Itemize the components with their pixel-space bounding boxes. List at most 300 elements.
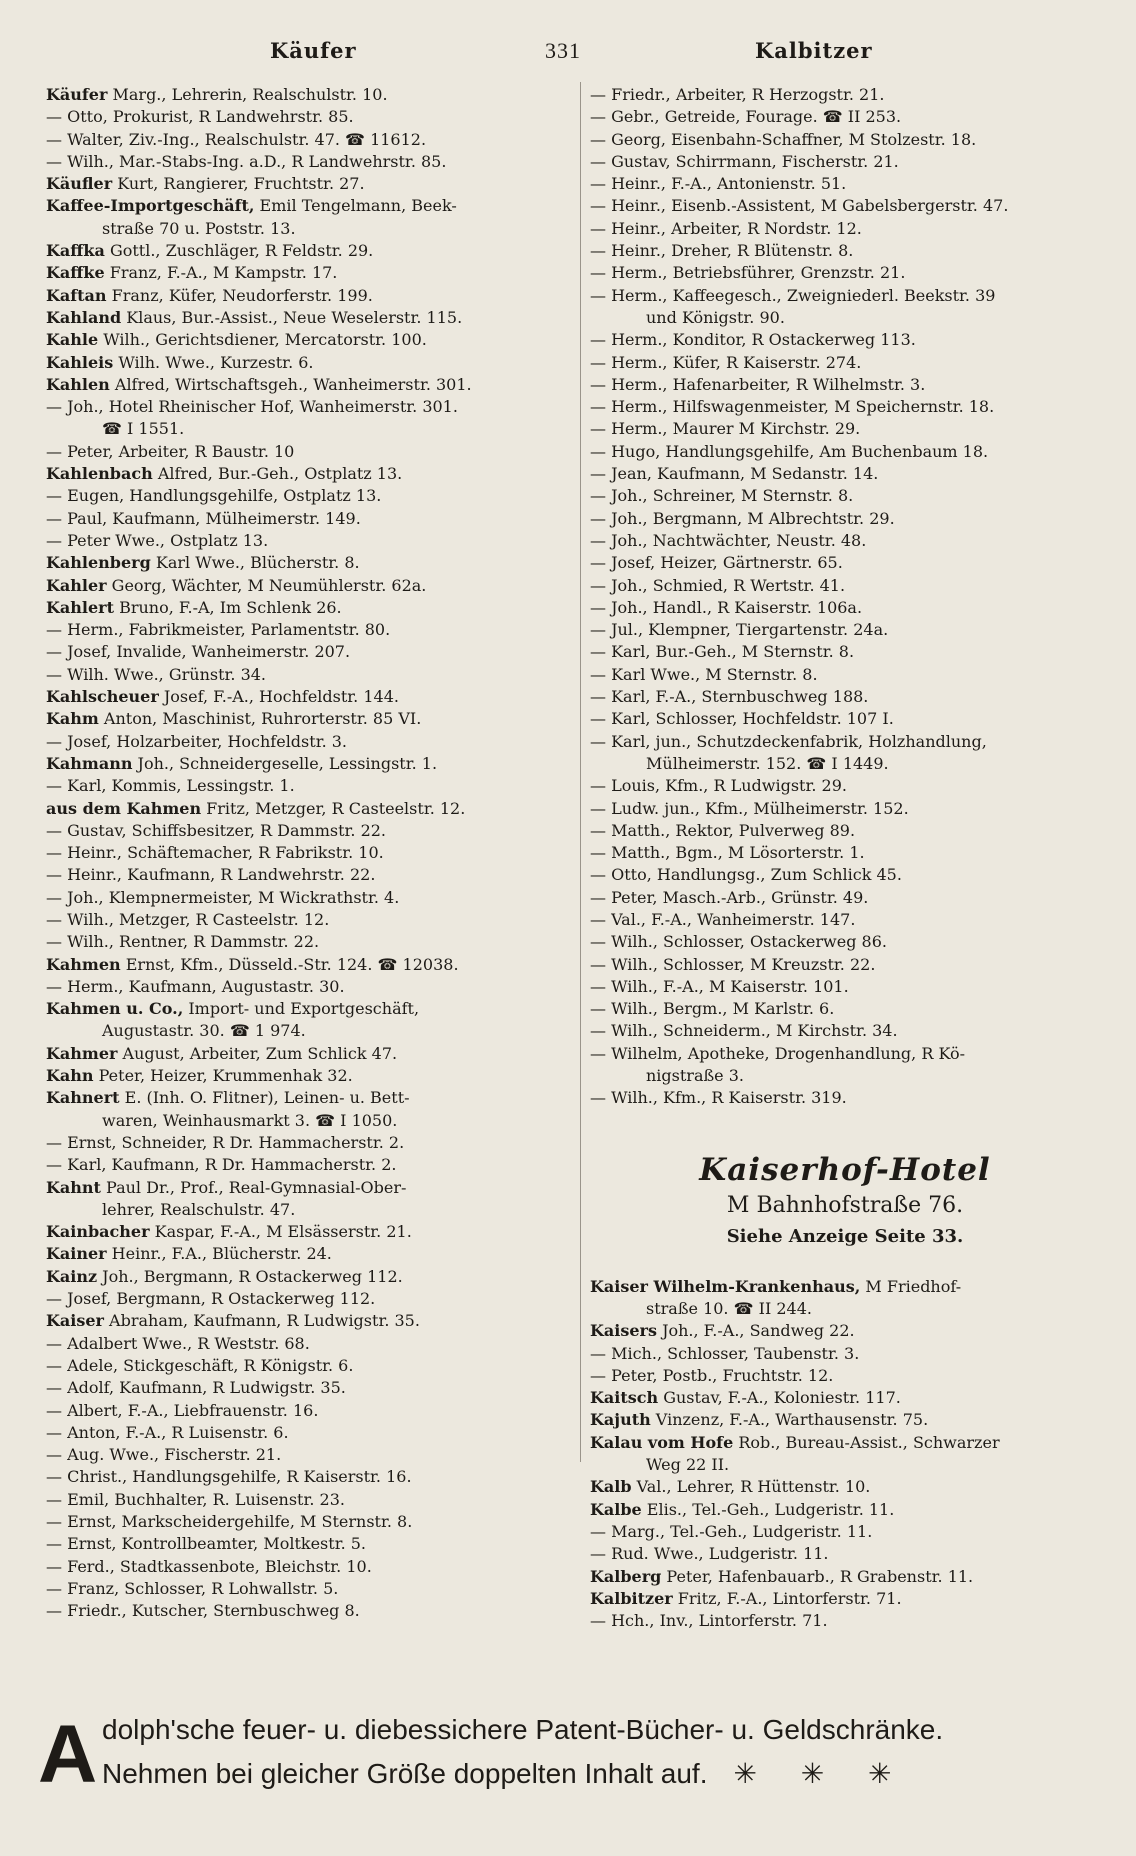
entry-details: Franz, F.-A., M Kampstr. 17. — [104, 263, 338, 283]
entry-surname: Kaiser — [46, 1311, 104, 1331]
directory-entry — [46, 864, 574, 886]
entry-details: — Adalbert Wwe., R Weststr. 68. — [46, 1333, 310, 1353]
entry-details: — Walter, Ziv.-Ing., Realschulstr. 47. ☎ 11612. — [46, 129, 427, 149]
entry-details: — Wilh., F.-A., M Kaiserstr. 101. — [590, 976, 849, 996]
directory-entry — [46, 1177, 574, 1199]
directory-entry — [46, 508, 574, 530]
entry-details: — Karl, Kaufmann, R Dr. Hammacherstr. 2. — [46, 1155, 397, 1175]
safe-advertisement-banner — [34, 1702, 1102, 1806]
entry-surname: Kahlert — [46, 597, 114, 617]
directory-entry — [46, 641, 574, 663]
directory-entry — [46, 1288, 574, 1310]
directory-entry — [590, 262, 1100, 284]
entry-details: Joh., Bergmann, R Ostackerweg 112. — [97, 1266, 403, 1286]
entry-details: — Heinr., Arbeiter, R Nordstr. 12. — [590, 218, 862, 238]
directory-entry — [46, 575, 574, 597]
entry-details: — Hugo, Handlungsgehilfe, Am Buchenbaum 18. — [590, 441, 989, 461]
entry-details: Karl Wwe., Blücherstr. 8. — [150, 553, 360, 573]
directory-entry — [46, 1132, 574, 1154]
entry-details: Rob., Bureau-Assist., Schwarzer — [733, 1432, 1000, 1452]
directory-entry — [590, 218, 1100, 240]
directory-entry — [590, 998, 1100, 1020]
directory-entry — [590, 1588, 1100, 1610]
banner-stars: ✳ ✳ ✳ — [733, 1758, 910, 1789]
directory-entry — [46, 753, 574, 775]
entry-details: Joh., Schneidergeselle, Lessingstr. 1. — [132, 753, 438, 773]
entry-surname: Kalb — [590, 1477, 632, 1497]
entry-details: — Herm., Maurer M Kirchstr. 29. — [590, 419, 861, 439]
entry-details: — Hch., Inv., Lintorferstr. 71. — [590, 1611, 828, 1631]
entry-details: — Herm., Hafenarbeiter, R Wilhelmstr. 3. — [590, 374, 926, 394]
entry-details: straße 70 u. Poststr. 13. — [102, 218, 296, 238]
directory-entry — [46, 820, 574, 842]
directory-entry — [46, 218, 574, 240]
entry-surname: Kalau vom Hofe — [590, 1432, 734, 1452]
directory-entry — [590, 1365, 1100, 1387]
directory-entry — [46, 1199, 574, 1221]
entry-surname: Kalberg — [590, 1566, 662, 1586]
directory-entry — [46, 1533, 574, 1555]
entry-details: — Wilh., Metzger, R Casteelstr. 12. — [46, 909, 330, 929]
entry-details: Bruno, F.-A, Im Schlenk 26. — [113, 597, 342, 617]
directory-entry — [590, 686, 1100, 708]
entry-details: — Herm., Betriebsführer, Grenzstr. 21. — [590, 263, 906, 283]
directory-entry — [46, 530, 574, 552]
directory-entry — [590, 374, 1100, 396]
directory-entry — [46, 998, 574, 1020]
directory-entry — [590, 1343, 1100, 1365]
entry-details: Kurt, Rangierer, Fruchtstr. 27. — [112, 174, 365, 194]
directory-entry — [46, 329, 574, 351]
entry-details: Ernst, Kfm., Düsseld.-Str. 124. ☎ 12038. — [120, 954, 459, 974]
entry-surname: Kahle — [46, 330, 99, 350]
entry-surname: Kahnert — [46, 1088, 120, 1108]
directory-entry — [46, 418, 574, 440]
entry-details: — Wilh. Wwe., Grünstr. 34. — [46, 664, 267, 684]
entry-details: — Friedr., Arbeiter, R Herzogstr. 21. — [590, 85, 885, 104]
entry-details: — Ernst, Kontrollbeamter, Moltkestr. 5. — [46, 1534, 367, 1554]
entry-details: Fritz, F.-A., Lintorferstr. 71. — [672, 1588, 902, 1608]
directory-entry — [590, 1476, 1100, 1498]
right-column-entries-top — [590, 84, 1100, 1110]
entry-details: M Friedhof- — [860, 1276, 962, 1296]
directory-entry — [46, 262, 574, 284]
header-left-keyword: Käufer — [270, 38, 357, 63]
entry-details: lehrer, Realschulstr. 47. — [102, 1199, 296, 1219]
entry-details: — Mich., Schlosser, Taubenstr. 3. — [590, 1343, 860, 1363]
entry-details: — Albert, F.-A., Liebfrauenstr. 16. — [46, 1400, 319, 1420]
directory-entry — [46, 798, 574, 820]
entry-details: Vinzenz, F.-A., Warthausenstr. 75. — [650, 1410, 929, 1430]
directory-entry — [590, 1543, 1100, 1565]
entry-details: — Peter, Postb., Fruchtstr. 12. — [590, 1365, 834, 1385]
directory-entry — [590, 1276, 1100, 1298]
directory-entry — [46, 1377, 574, 1399]
entry-details: Anton, Maschinist, Ruhrorterstr. 85 VI. — [98, 709, 422, 729]
entry-surname: Kahland — [46, 307, 122, 327]
entry-details: Heinr., F.A., Blücherstr. 24. — [106, 1244, 332, 1264]
entry-details: — Christ., Handlungsgehilfe, R Kaiserstr. 16. — [46, 1467, 412, 1487]
banner-line-2-text: Nehmen bei gleicher Größe doppelten Inhalt auf. — [102, 1758, 708, 1789]
directory-entry — [590, 508, 1100, 530]
banner-line-2 — [102, 1757, 909, 1790]
directory-entry — [46, 1333, 574, 1355]
entry-details: Josef, F.-A., Hochfeldstr. 144. — [158, 687, 399, 707]
entry-details: Weg 22 II. — [646, 1455, 730, 1475]
directory-entry — [590, 1454, 1100, 1476]
ad-title: Kaiserhof-Hotel — [699, 1151, 991, 1188]
directory-entry — [46, 686, 574, 708]
entry-details: — Gustav, Schiffsbesitzer, R Dammstr. 22. — [46, 820, 387, 840]
entry-surname: Kahlenberg — [46, 553, 151, 573]
entry-surname: Kaffka — [46, 241, 105, 261]
directory-entry — [590, 798, 1100, 820]
directory-entry — [46, 352, 574, 374]
entry-details: — Franz, Schlosser, R Lohwallstr. 5. — [46, 1578, 339, 1598]
column-divider — [580, 82, 581, 1462]
entry-surname: Kajuth — [590, 1410, 651, 1430]
directory-entry — [46, 1556, 574, 1578]
directory-entry — [46, 1489, 574, 1511]
directory-entry — [590, 842, 1100, 864]
ad-note: Siehe Anzeige Seite 33. — [726, 1225, 964, 1247]
directory-entry — [590, 552, 1100, 574]
entry-details: Alfred, Wirtschaftsgeh., Wanheimerstr. 301. — [109, 374, 472, 394]
page-number: 331 — [545, 38, 581, 63]
entry-details: — Heinr., Eisenb.-Assistent, M Gabelsbergerstr. 47. — [590, 196, 1009, 216]
entry-details: straße 10. ☎ II 244. — [646, 1298, 812, 1318]
directory-entry — [590, 575, 1100, 597]
directory-entry — [46, 1400, 574, 1422]
directory-entry — [46, 1422, 574, 1444]
entry-details: Georg, Wächter, M Neumühlerstr. 62a. — [106, 575, 427, 595]
directory-entry — [46, 909, 574, 931]
entry-surname: aus dem Kahmen — [46, 798, 202, 818]
entry-details: — Heinr., Dreher, R Blütenstr. 8. — [590, 241, 854, 261]
directory-entry — [590, 285, 1100, 307]
entry-details: — Rud. Wwe., Ludgeristr. 11. — [590, 1544, 829, 1564]
entry-details: — Joh., Nachtwächter, Neustr. 48. — [590, 530, 867, 550]
directory-entry — [590, 1409, 1100, 1431]
entry-details: — Matth., Bgm., M Lösorterstr. 1. — [590, 843, 865, 863]
entry-details: nigstraße 3. — [646, 1066, 744, 1086]
directory-entry — [590, 418, 1100, 440]
entry-details: Abraham, Kaufmann, R Ludwigstr. 35. — [103, 1311, 420, 1331]
entry-details: — Peter, Masch.-Arb., Grünstr. 49. — [590, 887, 869, 907]
directory-entry — [46, 1087, 574, 1109]
entry-details: Peter, Heizer, Krummenhak 32. — [93, 1066, 353, 1086]
directory-entry — [46, 1444, 574, 1466]
page-header — [0, 38, 1136, 68]
directory-entry — [46, 1310, 574, 1332]
directory-entry — [590, 1521, 1100, 1543]
entry-details: Gustav, F.-A., Koloniestr. 117. — [658, 1388, 901, 1408]
directory-entry — [590, 1566, 1100, 1588]
entry-details: E. (Inh. O. Flitner), Leinen- u. Bett- — [119, 1088, 410, 1108]
entry-details: Franz, Küfer, Neudorferstr. 199. — [106, 285, 373, 305]
entry-details: Paul Dr., Prof., Real-Gymnasial-Ober- — [100, 1177, 407, 1197]
directory-entry — [590, 864, 1100, 886]
entry-details: — Herm., Konditor, R Ostackerweg 113. — [590, 330, 916, 350]
entry-details: Joh., F.-A., Sandweg 22. — [656, 1321, 855, 1341]
entry-surname: Kahmen — [46, 954, 121, 974]
entry-surname: Kahnt — [46, 1177, 101, 1197]
entry-surname: Kahmer — [46, 1043, 118, 1063]
directory-entry — [590, 1387, 1100, 1409]
directory-entry — [590, 1499, 1100, 1521]
entry-details: — Josef, Holzarbeiter, Hochfeldstr. 3. — [46, 731, 348, 751]
directory-entry — [590, 909, 1100, 931]
entry-details: — Wilh., Bergm., M Karlstr. 6. — [590, 999, 835, 1019]
header-right-keyword: Kalbitzer — [755, 38, 873, 63]
directory-entry — [590, 129, 1100, 151]
directory-entry — [590, 1320, 1100, 1342]
entry-details: — Wilh., Rentner, R Dammstr. 22. — [46, 932, 320, 952]
directory-entry — [46, 441, 574, 463]
entry-surname: Kaitsch — [590, 1388, 659, 1408]
directory-entry — [46, 151, 574, 173]
directory-entry — [590, 775, 1100, 797]
entry-details: — Matth., Rektor, Pulverweg 89. — [590, 820, 856, 840]
directory-entry — [590, 151, 1100, 173]
right-column-entries-bottom — [590, 1276, 1100, 1633]
entry-details: — Ernst, Markscheidergehilfe, M Sternstr. 8. — [46, 1512, 413, 1531]
directory-entry — [590, 329, 1100, 351]
entry-details: — Heinr., F.-A., Antonienstr. 51. — [590, 174, 847, 194]
banner-initial: A — [38, 1709, 98, 1800]
banner-line-1: dolph'sche feuer- u. diebessichere Patent-Bücher- u. Geldschränke. — [102, 1714, 944, 1745]
entry-details: Gottl., Zuschläger, R Feldstr. 29. — [104, 241, 374, 261]
entry-details: — Joh., Bergmann, M Albrechtstr. 29. — [590, 508, 895, 528]
directory-entry — [590, 463, 1100, 485]
directory-entry — [46, 1600, 574, 1622]
entry-surname: Kahmen u. Co., — [46, 999, 184, 1019]
entry-details: — Josef, Heizer, Gärtnerstr. 65. — [590, 553, 843, 573]
directory-entry — [46, 842, 574, 864]
entry-details: — Otto, Handlungsg., Zum Schlick 45. — [590, 865, 902, 885]
directory-entry — [46, 931, 574, 953]
directory-entry — [590, 1298, 1100, 1320]
entry-details: — Joh., Klempnermeister, M Wickrathstr. 4. — [46, 887, 400, 907]
entry-details: — Val., F.-A., Wanheimerstr. 147. — [590, 909, 856, 929]
entry-details: — Ernst, Schneider, R Dr. Hammacherstr. 2. — [46, 1132, 405, 1152]
directory-entry — [590, 352, 1100, 374]
directory-entry — [46, 887, 574, 909]
directory-entry — [46, 195, 574, 217]
directory-entry — [46, 240, 574, 262]
entry-details: — Marg., Tel.-Geh., Ludgeristr. 11. — [590, 1521, 873, 1541]
entry-details: — Friedr., Kutscher, Sternbuschweg 8. — [46, 1601, 360, 1621]
entry-surname: Käufler — [46, 174, 113, 194]
entry-details: — Herm., Fabrikmeister, Parlamentstr. 80. — [46, 620, 391, 640]
directory-entry — [590, 641, 1100, 663]
directory-entry — [590, 396, 1100, 418]
directory-entry — [590, 1610, 1100, 1632]
entry-details: — Wilh., Schlosser, Ostackerweg 86. — [590, 932, 887, 952]
directory-entry — [590, 1432, 1100, 1454]
entry-details: — Adolf, Kaufmann, R Ludwigstr. 35. — [46, 1378, 346, 1398]
directory-entry — [46, 976, 574, 998]
entry-details: — Herm., Küfer, R Kaiserstr. 274. — [590, 352, 862, 372]
entry-surname: Kalbe — [590, 1499, 642, 1519]
entry-details: — Wilh., Schneiderm., M Kirchstr. 34. — [590, 1021, 898, 1041]
entry-details: — Herm., Kaffeegesch., Zweigniederl. Beekstr. 39 — [590, 285, 996, 305]
directory-entry — [46, 1065, 574, 1087]
directory-entry — [590, 597, 1100, 619]
directory-entry — [46, 1243, 574, 1265]
hotel-advertisement — [590, 1150, 1100, 1252]
directory-entry — [46, 129, 574, 151]
entry-details: — Heinr., Kaufmann, R Landwehrstr. 22. — [46, 865, 376, 885]
directory-entry — [590, 84, 1100, 106]
entry-details: — Paul, Kaufmann, Mülheimerstr. 149. — [46, 508, 361, 528]
entry-surname: Kaftan — [46, 285, 107, 305]
entry-details: — Joh., Hotel Rheinischer Hof, Wanheimerstr. 301. — [46, 397, 458, 417]
directory-entry — [46, 1020, 574, 1042]
entry-details: — Anton, F.-A., R Luisenstr. 6. — [46, 1422, 289, 1442]
directory-entry — [46, 396, 574, 418]
directory-entry — [46, 285, 574, 307]
entry-details: — Joh., Schreiner, M Sternstr. 8. — [590, 486, 854, 506]
entry-details: — Ludw. jun., Kfm., Mülheimerstr. 152. — [590, 798, 909, 818]
entry-details: — Eugen, Handlungsgehilfe, Ostplatz 13. — [46, 486, 382, 506]
entry-details: — Karl, F.-A., Sternbuschweg 188. — [590, 687, 869, 707]
directory-entry — [46, 552, 574, 574]
entry-surname: Kahm — [46, 709, 99, 729]
directory-entry — [590, 485, 1100, 507]
entry-details: Klaus, Bur.-Assist., Neue Weselerstr. 115. — [121, 307, 463, 327]
right-column — [590, 84, 1100, 1632]
directory-entry — [590, 307, 1100, 329]
entry-details: — Gebr., Getreide, Fourage. ☎ II 253. — [590, 107, 902, 127]
entry-surname: Kalbitzer — [590, 1588, 673, 1608]
entry-details: — Emil, Buchhalter, R. Luisenstr. 23. — [46, 1489, 345, 1509]
entry-details: Wilh., Gerichtsdiener, Mercatorstr. 100. — [98, 330, 427, 350]
directory-entry — [46, 1355, 574, 1377]
entry-surname: Kahlenbach — [46, 464, 153, 484]
directory-entry — [46, 1154, 574, 1176]
directory-entry — [46, 708, 574, 730]
entry-details: Wilh. Wwe., Kurzestr. 6. — [113, 352, 314, 372]
directory-entry — [46, 731, 574, 753]
directory-entry — [590, 708, 1100, 730]
directory-entry — [590, 976, 1100, 998]
directory-entry — [590, 1020, 1100, 1042]
directory-entry — [590, 664, 1100, 686]
entry-surname: Kaisers — [590, 1321, 657, 1341]
entry-details: — Karl, jun., Schutzdeckenfabrik, Holzhandlung, — [590, 731, 987, 751]
entry-details: Alfred, Bur.-Geh., Ostplatz 13. — [152, 464, 403, 484]
directory-entry — [46, 597, 574, 619]
directory-entry — [46, 463, 574, 485]
entry-details: — Jean, Kaufmann, M Sedanstr. 14. — [590, 464, 879, 484]
entry-details: — Heinr., Schäftemacher, R Fabrikstr. 10. — [46, 843, 384, 863]
entry-details: — Peter, Arbeiter, R Baustr. 10 — [46, 441, 295, 461]
entry-surname: Kahn — [46, 1066, 94, 1086]
entry-details: August, Arbeiter, Zum Schlick 47. — [117, 1043, 398, 1063]
entry-details: — Karl Wwe., M Sternstr. 8. — [590, 664, 818, 684]
entry-surname: Kaiser Wilhelm-Krankenhaus, — [590, 1276, 861, 1296]
directory-entry — [590, 441, 1100, 463]
directory-entry — [590, 931, 1100, 953]
entry-details: — Adele, Stickgeschäft, R Königstr. 6. — [46, 1355, 354, 1375]
entry-details: — Wilhelm, Apotheke, Drogenhandlung, R Kö- — [590, 1043, 966, 1063]
entry-surname: Kainbacher — [46, 1222, 150, 1242]
directory-entry — [46, 307, 574, 329]
entry-details: Kaspar, F.-A., M Elsässerstr. 21. — [149, 1222, 412, 1242]
entry-details: — Herm., Hilfswagenmeister, M Speichernstr. 18. — [590, 397, 995, 417]
entry-details: Mülheimerstr. 152. ☎ I 1449. — [646, 753, 889, 773]
directory-entry — [46, 775, 574, 797]
entry-details: Elis., Tel.-Geh., Ludgeristr. 11. — [641, 1499, 895, 1519]
entry-details: Peter, Hafenbauarb., R Grabenstr. 11. — [661, 1566, 974, 1586]
entry-surname: Kaffke — [46, 263, 105, 283]
entry-surname: Kahlen — [46, 374, 110, 394]
entry-details: Marg., Lehrerin, Realschulstr. 10. — [107, 85, 388, 104]
directory-entry — [590, 106, 1100, 128]
entry-details: — Wilh., Kfm., R Kaiserstr. 319. — [590, 1088, 847, 1108]
entry-surname: Käufer — [46, 85, 108, 104]
entry-surname: Kahler — [46, 575, 107, 595]
directory-entry — [46, 84, 574, 106]
entry-details: — Georg, Eisenbahn-Schaffner, M Stolzestr. 18. — [590, 129, 977, 149]
entry-details: ☎ I 1551. — [102, 419, 185, 439]
entry-surname: Kahmann — [46, 753, 133, 773]
entry-details: Emil Tengelmann, Beek- — [254, 196, 457, 216]
entry-details: — Jul., Klempner, Tiergartenstr. 24a. — [590, 620, 889, 640]
entry-surname: Kahleis — [46, 352, 114, 372]
directory-entry — [46, 619, 574, 641]
entry-details: — Peter Wwe., Ostplatz 13. — [46, 530, 269, 550]
directory-entry — [46, 1511, 574, 1533]
entry-details: — Aug. Wwe., Fischerstr. 21. — [46, 1445, 282, 1465]
left-column — [46, 84, 574, 1622]
entry-details: — Otto, Prokurist, R Landwehrstr. 85. — [46, 107, 354, 127]
entry-surname: Kahlscheuer — [46, 687, 159, 707]
entry-surname: Kainz — [46, 1266, 98, 1286]
directory-entry — [46, 954, 574, 976]
entry-details: Fritz, Metzger, R Casteelstr. 12. — [201, 798, 466, 818]
directory-entry — [46, 1266, 574, 1288]
entry-details: Augustastr. 30. ☎ 1 974. — [102, 1021, 306, 1041]
entry-details: — Josef, Invalide, Wanheimerstr. 207. — [46, 642, 351, 662]
directory-entry — [46, 374, 574, 396]
entry-surname: Kainer — [46, 1244, 107, 1264]
directory-entry — [46, 664, 574, 686]
directory-entry — [590, 1043, 1100, 1065]
entry-details: — Karl, Kommis, Lessingstr. 1. — [46, 776, 295, 796]
directory-entry — [46, 1110, 574, 1132]
directory-entry — [590, 195, 1100, 217]
entry-details: Val., Lehrer, R Hüttenstr. 10. — [631, 1477, 871, 1497]
directory-entry — [590, 954, 1100, 976]
entry-details: — Karl, Bur.-Geh., M Sternstr. 8. — [590, 642, 855, 662]
directory-entry — [46, 485, 574, 507]
entry-details: und Königstr. 90. — [646, 307, 785, 327]
ad-address: M Bahnhofstraße 76. — [726, 1192, 964, 1218]
entry-surname: Kaffee-Importgeschäft, — [46, 196, 255, 216]
entry-details: — Gustav, Schirrmann, Fischerstr. 21. — [590, 151, 899, 171]
entry-details: — Wilh., Schlosser, M Kreuzstr. 22. — [590, 954, 876, 974]
directory-entry — [46, 1466, 574, 1488]
directory-entry — [590, 753, 1100, 775]
directory-entry — [590, 1087, 1100, 1109]
directory-entry — [590, 820, 1100, 842]
directory-entry — [46, 1043, 574, 1065]
directory-entry — [590, 1065, 1100, 1087]
directory-entry — [590, 731, 1100, 753]
entry-details: waren, Weinhausmarkt 3. ☎ I 1050. — [102, 1110, 398, 1130]
